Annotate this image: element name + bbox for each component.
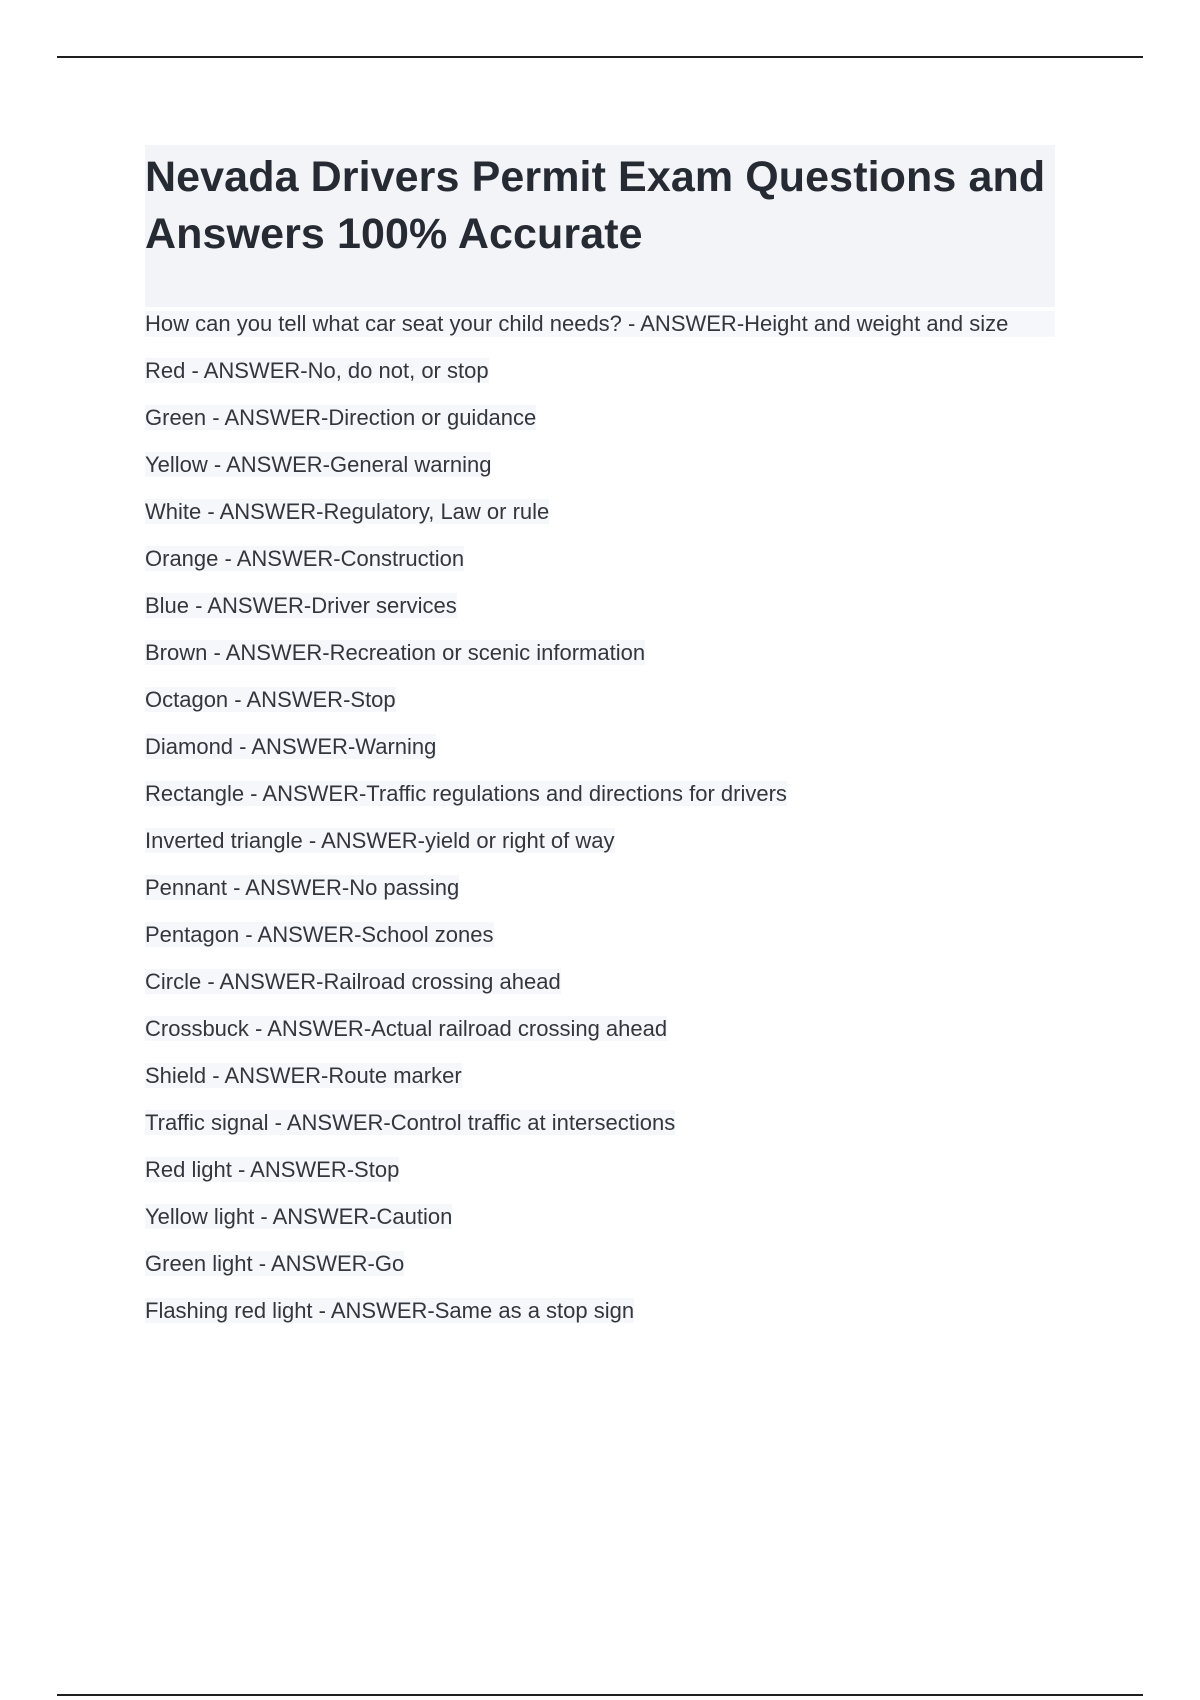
qa-item-text: Green light - ANSWER-Go bbox=[145, 1251, 405, 1276]
qa-item bbox=[145, 875, 1055, 901]
qa-item bbox=[145, 1063, 1055, 1089]
qa-item-text: Yellow - ANSWER-General warning bbox=[145, 452, 492, 477]
qa-item-text: Traffic signal - ANSWER-Control traffic at intersections bbox=[145, 1110, 676, 1135]
qa-item bbox=[145, 1204, 1055, 1230]
title-block bbox=[145, 145, 1055, 307]
qa-item-text: Red - ANSWER-No, do not, or stop bbox=[145, 358, 489, 383]
qa-item bbox=[145, 828, 1055, 854]
qa-item bbox=[145, 405, 1055, 431]
qa-item bbox=[145, 781, 1055, 807]
qa-item-text: Crossbuck - ANSWER-Actual railroad crossing ahead bbox=[145, 1016, 668, 1041]
qa-item-text: Blue - ANSWER-Driver services bbox=[145, 593, 457, 618]
qa-item-text: Red light - ANSWER-Stop bbox=[145, 1157, 400, 1182]
page-title: Nevada Drivers Permit Exam Questions and Answers 100% Accurate bbox=[145, 153, 1046, 258]
qa-item-text: Flashing red light - ANSWER-Same as a stop sign bbox=[145, 1298, 635, 1323]
qa-item bbox=[145, 358, 1055, 384]
qa-item-text: White - ANSWER-Regulatory, Law or rule bbox=[145, 499, 550, 524]
qa-item-text: Green - ANSWER-Direction or guidance bbox=[145, 405, 537, 430]
qa-item-text: Orange - ANSWER-Construction bbox=[145, 546, 465, 571]
qa-item bbox=[145, 499, 1055, 525]
qa-item-text: Pentagon - ANSWER-School zones bbox=[145, 922, 494, 947]
qa-item bbox=[145, 922, 1055, 948]
qa-item bbox=[145, 1298, 1055, 1324]
qa-item bbox=[145, 1016, 1055, 1042]
qa-item-text: Inverted triangle - ANSWER-yield or right of way bbox=[145, 828, 615, 853]
qa-list bbox=[145, 311, 1055, 1324]
qa-item-text: Diamond - ANSWER-Warning bbox=[145, 734, 437, 759]
bottom-divider bbox=[57, 1694, 1143, 1696]
qa-item-text: Brown - ANSWER-Recreation or scenic information bbox=[145, 640, 646, 665]
qa-item-text: How can you tell what car seat your child needs? - ANSWER-Height and weight and size bbox=[145, 311, 1055, 337]
qa-item bbox=[145, 452, 1055, 478]
qa-item bbox=[145, 593, 1055, 619]
qa-item bbox=[145, 687, 1055, 713]
qa-item-text: Rectangle - ANSWER-Traffic regulations and directions for drivers bbox=[145, 781, 787, 806]
qa-item bbox=[145, 1157, 1055, 1183]
qa-item bbox=[145, 734, 1055, 760]
qa-item bbox=[145, 1251, 1055, 1277]
qa-item bbox=[145, 969, 1055, 995]
document-body bbox=[145, 145, 1055, 1345]
qa-item-text: Shield - ANSWER-Route marker bbox=[145, 1063, 462, 1088]
qa-item bbox=[145, 1110, 1055, 1136]
qa-item-text: Circle - ANSWER-Railroad crossing ahead bbox=[145, 969, 561, 994]
qa-item-text: Pennant - ANSWER-No passing bbox=[145, 875, 460, 900]
qa-item bbox=[145, 546, 1055, 572]
top-divider bbox=[57, 56, 1143, 58]
qa-item bbox=[145, 640, 1055, 666]
qa-item bbox=[145, 311, 1055, 337]
qa-item-text: Yellow light - ANSWER-Caution bbox=[145, 1204, 453, 1229]
qa-item-text: Octagon - ANSWER-Stop bbox=[145, 687, 396, 712]
